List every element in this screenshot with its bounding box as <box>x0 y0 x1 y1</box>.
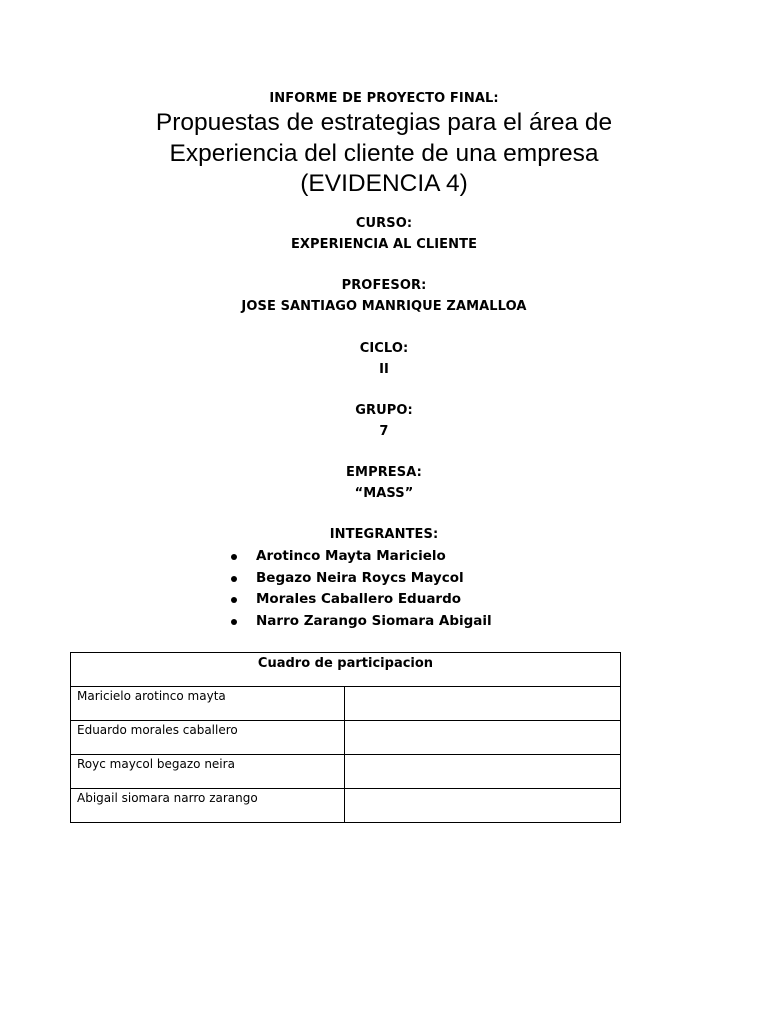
company-value: “MASS” <box>354 486 414 501</box>
participation-value <box>345 789 621 823</box>
professor-value: JOSE SANTIAGO MANRIQUE ZAMALLOA <box>241 299 527 314</box>
bullet-icon <box>231 554 237 560</box>
professor-label: PROFESOR: <box>341 278 427 293</box>
table-header-row <box>71 653 621 687</box>
participant-name: Eduardo morales caballero <box>71 721 345 755</box>
report-header: INFORME DE PROYECTO FINAL: <box>269 91 499 106</box>
table-row <box>71 789 621 823</box>
report-title-line-3: (EVIDENCIA 4) <box>300 170 468 197</box>
member-name: Narro Zarango Siomara Abigail <box>256 612 492 629</box>
report-title-line-1: Propuestas de estrategias para el área de <box>155 109 613 136</box>
participation-table-title: Cuadro de participacion <box>71 653 621 687</box>
list-item <box>231 568 492 590</box>
bullet-icon <box>231 619 237 625</box>
bullet-icon <box>231 597 237 603</box>
bullet-icon <box>231 576 237 582</box>
member-name: Begazo Neira Roycs Maycol <box>256 569 464 586</box>
participant-name: Abigail siomara narro zarango <box>71 789 345 823</box>
participation-value <box>345 721 621 755</box>
company-label: EMPRESA: <box>346 465 422 480</box>
cycle-value: II <box>379 362 389 377</box>
member-name: Morales Caballero Eduardo <box>256 591 462 607</box>
list-item <box>231 589 492 611</box>
table-row <box>71 687 621 721</box>
report-title-line-2: Experiencia del cliente de una empresa <box>169 139 599 167</box>
list-item <box>231 611 492 633</box>
course-value: EXPERIENCIA AL CLIENTE <box>290 237 478 252</box>
participant-name: Maricielo arotinco mayta <box>71 687 345 721</box>
group-label: GRUPO: <box>355 403 413 418</box>
member-name: Arotinco Mayta Maricielo <box>256 548 446 564</box>
list-item <box>231 546 492 568</box>
participant-name: Royc maycol begazo neira <box>71 755 345 789</box>
members-list <box>231 546 492 632</box>
participation-value <box>345 755 621 789</box>
table-row <box>71 721 621 755</box>
cycle-label: CICLO: <box>359 341 409 356</box>
group-value: 7 <box>379 424 389 439</box>
table-row <box>71 755 621 789</box>
course-label: CURSO: <box>355 216 413 231</box>
participation-value <box>345 687 621 721</box>
report-title <box>0 108 768 200</box>
participation-table <box>70 652 621 823</box>
members-label: INTEGRANTES: <box>329 527 439 542</box>
